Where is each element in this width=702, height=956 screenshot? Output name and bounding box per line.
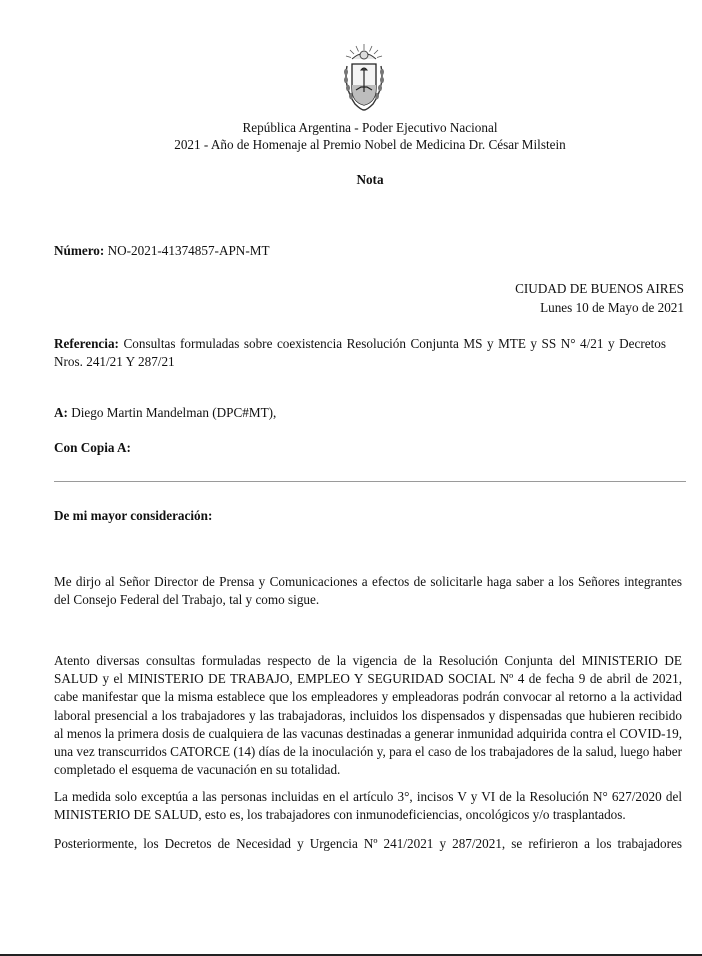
reference-label: Referencia: xyxy=(54,336,119,351)
paragraph-4: Posteriormente, los Decretos de Necesidad y Urgencia Nº 241/2021 y 287/2021, se refirieron a los trabajadores xyxy=(54,836,682,851)
recipient xyxy=(54,405,276,421)
coat-of-arms-icon xyxy=(341,42,387,114)
date: Lunes 10 de Mayo de 2021 xyxy=(540,300,684,315)
reference xyxy=(54,335,666,371)
recipient-value: Diego Martin Mandelman (DPC#MT), xyxy=(71,405,277,420)
paragraph-1: Me dirjo al Señor Director de Prensa y Comunicaciones a efectos de solicitarle haga saber a los Señores integrantes del Consejo Federal del Trabajo, tal y como sigue. xyxy=(54,574,682,608)
header-line-1: República Argentina - Poder Ejecutivo Nacional xyxy=(242,120,498,135)
document-type: Nota xyxy=(356,172,384,187)
document-number xyxy=(54,243,270,259)
city: CIUDAD DE BUENOS AIRES xyxy=(515,281,684,296)
recipient-label: A: xyxy=(54,405,68,420)
separator-line xyxy=(54,481,686,482)
paragraph-2: Atento diversas consultas formuladas respecto de la vigencia de la Resolución Conjunta del MINISTERIO DE SALUD y el MINISTERIO DE TRABAJO, EMPLEO Y SEGURIDAD SOCIAL Nº 4 de fecha 9 de abril de 2021, cabe manifestar que la misma establece que los empleadores y empleadoras podrán convocar al retorno a la actividad laboral presencial a los trabajadores y las trabajadoras, incluidos los dispensados y dispensadas que hubieren recibido al menos la primera dosis de cualquiera de las vacunas destinadas a generar inmunidad adquirida contra el COVID-19, una vez transcurridos CATORCE (14) días de la inoculación y, para el caso de los trabajadores de la salud, luego haber completado el esquema de vacunación en su totalidad. xyxy=(54,653,682,778)
number-label: Número: xyxy=(54,243,105,258)
salutation: De mi mayor consideración: xyxy=(54,508,213,523)
copy-to-label: Con Copia A: xyxy=(54,440,131,455)
paragraph-3: La medida solo exceptúa a las personas incluidas en el artículo 3°, incisos V y VI de la Resolución N° 627/2020 del MINISTERIO DE SALUD, esto es, los trabajadores con inmunodeficiencias, oncológicos y/o trasplantados. xyxy=(54,789,682,823)
number-value: NO-2021-41374857-APN-MT xyxy=(107,243,270,258)
reference-text: Consultas formuladas sobre coexistencia Resolución Conjunta MS y MTE y SS N° 4/21 y Decretos Nros. 241/21 Y 287/21 xyxy=(54,336,667,370)
header-line-2: 2021 - Año de Homenaje al Premio Nobel de Medicina Dr. César Milstein xyxy=(174,137,566,152)
